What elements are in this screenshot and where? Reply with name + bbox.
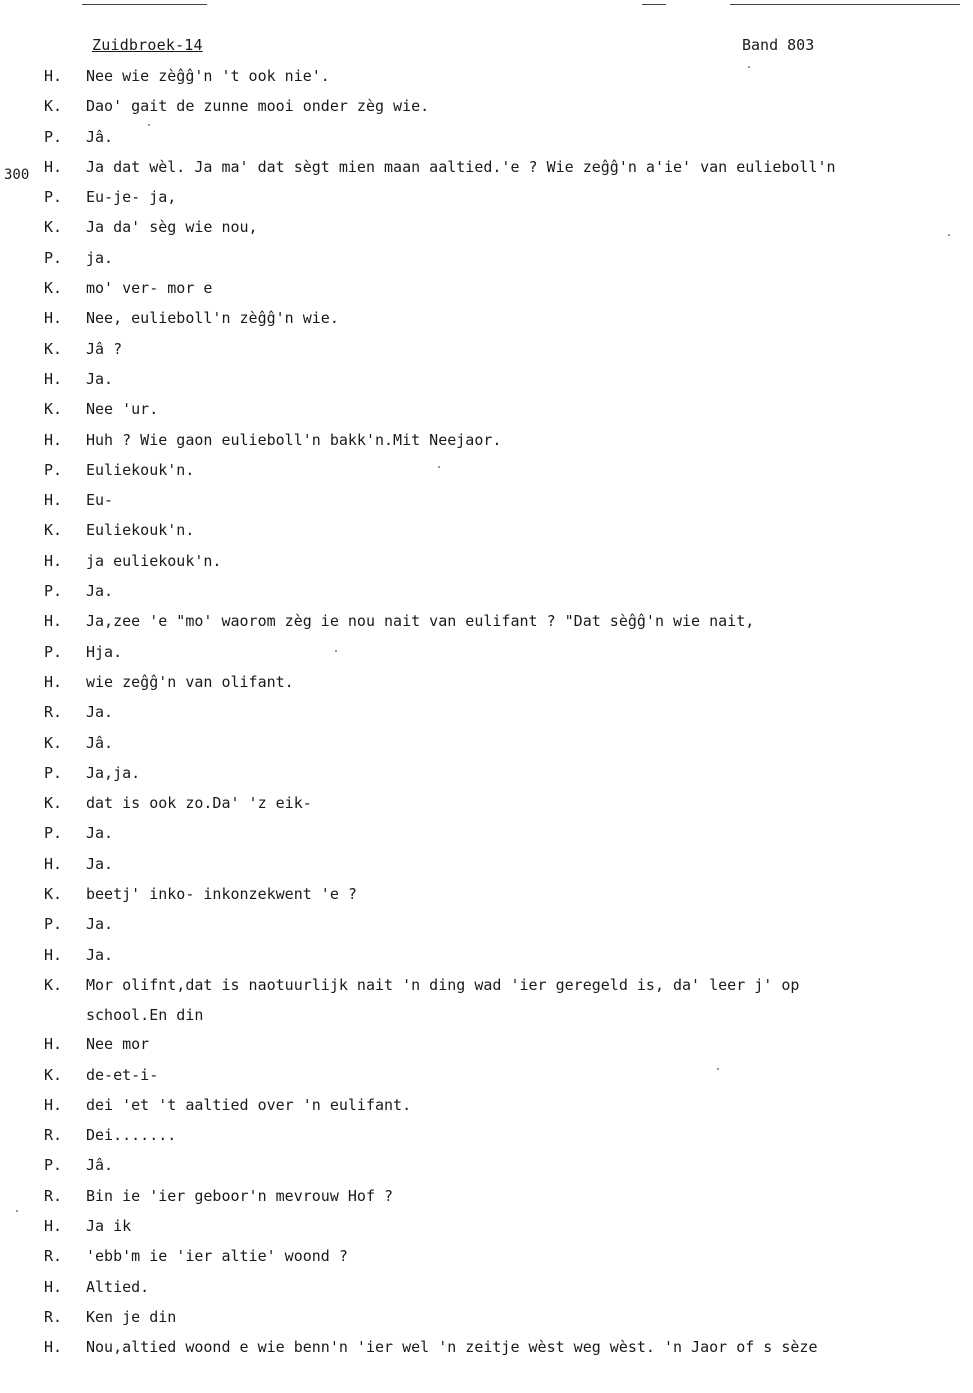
speaker-label: H. — [44, 945, 63, 964]
speaker-label: P. — [44, 248, 63, 267]
utterance-text: Mor olifnt,dat is naotuurlijk nait 'n ding wad 'ier geregeld is, da' leer j' op — [86, 975, 800, 994]
speaker-label: K. — [44, 733, 63, 752]
utterance-text: Jâ. — [86, 1156, 114, 1175]
dialogue-line — [0, 397, 973, 427]
speaker-label: K. — [44, 339, 63, 358]
dialogue-line — [0, 488, 973, 518]
speaker-label: K. — [44, 885, 63, 904]
scan-speck — [438, 466, 440, 468]
speaker-label: P. — [44, 642, 63, 661]
speaker-label: K. — [44, 97, 63, 116]
speaker-label: P. — [44, 1156, 63, 1175]
tape-band-number: Band 803 — [742, 36, 815, 54]
scan-speck — [16, 1210, 18, 1212]
speaker-label: H. — [44, 369, 63, 388]
dialogue-line — [0, 821, 973, 851]
dialogue-line — [0, 579, 973, 609]
dialogue-line — [0, 549, 973, 579]
utterance-text: Euliekouk'n. — [86, 521, 195, 540]
speaker-label: K. — [44, 279, 63, 298]
speaker-label: R. — [44, 1307, 63, 1326]
dialogue-line — [0, 1063, 973, 1093]
speaker-label: H. — [44, 1277, 63, 1296]
speaker-label: P. — [44, 188, 63, 207]
dialogue-line — [0, 852, 973, 882]
dialogue-line — [0, 1003, 973, 1032]
dialogue-line — [0, 1275, 973, 1305]
dialogue-line — [0, 306, 973, 336]
speaker-label: P. — [44, 127, 63, 146]
dialogue-line — [0, 640, 973, 670]
dialogue-line — [0, 791, 973, 821]
dialogue-line — [0, 94, 973, 124]
utterance-text: Ja. — [86, 945, 114, 964]
dialogue-line — [0, 428, 973, 458]
utterance-text: 'ebb'm ie 'ier altie' woond ? — [86, 1247, 348, 1266]
speaker-label: H. — [44, 612, 63, 631]
dialogue-line — [0, 609, 973, 639]
dialogue-line — [0, 64, 973, 94]
dialogue-line — [0, 943, 973, 973]
utterance-text: Hja. — [86, 642, 123, 661]
speaker-label: R. — [44, 1186, 63, 1205]
speaker-label: R. — [44, 1247, 63, 1266]
speaker-label: P. — [44, 824, 63, 843]
utterance-text: ja. — [86, 248, 114, 267]
utterance-text: Ja,ja. — [86, 763, 141, 782]
speaker-label: H. — [44, 157, 63, 176]
speaker-label: H. — [44, 430, 63, 449]
dialogue-line — [0, 731, 973, 761]
dialogue-line — [0, 276, 973, 306]
speaker-label: P. — [44, 763, 63, 782]
speaker-label: H. — [44, 67, 63, 85]
dialogue-line — [0, 1214, 973, 1244]
utterance-text: Dao' gait de zunne mooi onder zèg wie. — [86, 97, 430, 116]
scan-edge-line — [642, 4, 666, 5]
scan-edge-line — [730, 4, 960, 5]
dialogue-line — [0, 367, 973, 397]
dialogue-line — [0, 1305, 973, 1335]
dialogue-line — [0, 882, 973, 912]
utterance-text: mo' ver- mor e — [86, 279, 213, 298]
dialogue-line — [0, 1153, 973, 1183]
document-title: Zuidbroek-14 — [92, 36, 203, 54]
dialogue-line — [0, 1032, 973, 1062]
dialogue-line — [0, 185, 973, 215]
speaker-label: H. — [44, 854, 63, 873]
utterance-text: de-et-i- — [86, 1065, 159, 1084]
utterance-text: Ja,zee 'e "mo' waorom zèg ie nou nait van eulifant ? "Dat sèĝĝ'n wie nait, — [86, 612, 755, 631]
scan-speck — [748, 66, 750, 68]
dialogue-line — [0, 155, 973, 185]
scan-speck — [717, 1068, 719, 1070]
speaker-label: K. — [44, 521, 63, 540]
utterance-text: Ken je din — [86, 1307, 177, 1326]
utterance-text: Eu- — [86, 491, 114, 510]
scan-edge-line — [82, 4, 207, 5]
utterance-text: Ja. — [86, 369, 114, 388]
utterance-text: wie zeĝĝ'n van olifant. — [86, 672, 294, 691]
utterance-text: Altied. — [86, 1277, 150, 1296]
utterance-text: Nee, eulieboll'n zèĝĝ'n wie. — [86, 309, 339, 328]
utterance-text: Eu-je- ja, — [86, 188, 177, 207]
page-header — [0, 36, 973, 58]
dialogue-line — [0, 1184, 973, 1214]
dialogue-line — [0, 1335, 973, 1365]
speaker-label: P. — [44, 460, 63, 479]
dialogue-lines — [0, 64, 973, 1365]
scan-speck — [335, 650, 337, 652]
dialogue-line — [0, 1244, 973, 1274]
utterance-text: dei 'et 't aaltied over 'n eulifant. — [86, 1095, 412, 1114]
utterance-text: Ja. — [86, 915, 114, 934]
utterance-text: Nee mor — [86, 1035, 150, 1054]
scan-speck — [148, 124, 150, 126]
utterance-text: dat is ook zo.Da' 'z eik- — [86, 794, 312, 813]
line-number-marker: 300 — [4, 166, 30, 183]
dialogue-line — [0, 700, 973, 730]
speaker-label: H. — [44, 672, 63, 691]
speaker-label: H. — [44, 551, 63, 570]
scan-speck — [948, 234, 950, 236]
speaker-label: H. — [44, 1095, 63, 1114]
utterance-text: school.En din — [86, 1006, 204, 1025]
dialogue-line — [0, 215, 973, 245]
utterance-text: Bin ie 'ier geboor'n mevrouw Hof ? — [86, 1186, 394, 1205]
speaker-label: R. — [44, 703, 63, 722]
utterance-text: Ja. — [86, 854, 114, 873]
utterance-text: beetj' inko- inkonzekwent 'e ? — [86, 885, 357, 904]
utterance-text: Jâ. — [86, 733, 114, 752]
utterance-text: Nee wie zèĝĝ'n 't ook nie'. — [86, 67, 330, 85]
utterance-text: Jâ. — [86, 127, 114, 146]
dialogue-line — [0, 518, 973, 548]
dialogue-line — [0, 337, 973, 367]
speaker-label: K. — [44, 1065, 63, 1084]
utterance-text: Jâ ? — [86, 339, 123, 358]
utterance-text: Nou,altied woond e wie benn'n 'ier wel 'n zeitje wèst weg wèst. 'n Jaor of s sèze — [86, 1338, 818, 1357]
speaker-label: H. — [44, 491, 63, 510]
dialogue-line — [0, 973, 973, 1003]
utterance-text: Ja. — [86, 582, 114, 601]
dialogue-line — [0, 1123, 973, 1153]
speaker-label: P. — [44, 915, 63, 934]
utterance-text: Nee 'ur. — [86, 400, 159, 419]
dialogue-line — [0, 458, 973, 488]
utterance-text: Ja. — [86, 824, 114, 843]
speaker-label: H. — [44, 1216, 63, 1235]
utterance-text: Ja. — [86, 703, 114, 722]
dialogue-line — [0, 246, 973, 276]
dialogue-line — [0, 761, 973, 791]
speaker-label: K. — [44, 218, 63, 237]
dialogue-line — [0, 125, 973, 155]
utterance-text: Huh ? Wie gaon eulieboll'n bakk'n.Mit Neejaor. — [86, 430, 502, 449]
utterance-text: Ja dat wèl. Ja ma' dat sègt mien maan aaltied.'e ? Wie zeĝĝ'n a'ie' van eulieboll'n — [86, 157, 836, 176]
speaker-label: R. — [44, 1126, 63, 1145]
speaker-label: K. — [44, 794, 63, 813]
utterance-text: Ja ik — [86, 1216, 132, 1235]
dialogue-line — [0, 670, 973, 700]
speaker-label: P. — [44, 582, 63, 601]
speaker-label: K. — [44, 975, 63, 994]
utterance-text: ja euliekouk'n. — [86, 551, 222, 570]
speaker-label: K. — [44, 400, 63, 419]
speaker-label: H. — [44, 309, 63, 328]
dialogue-line — [0, 912, 973, 942]
utterance-text: Ja da' sèg wie nou, — [86, 218, 258, 237]
speaker-label: H. — [44, 1035, 63, 1054]
dialogue-line — [0, 1093, 973, 1123]
speaker-label: H. — [44, 1338, 63, 1357]
utterance-text: Dei....... — [86, 1126, 177, 1145]
utterance-text: Euliekouk'n. — [86, 460, 195, 479]
